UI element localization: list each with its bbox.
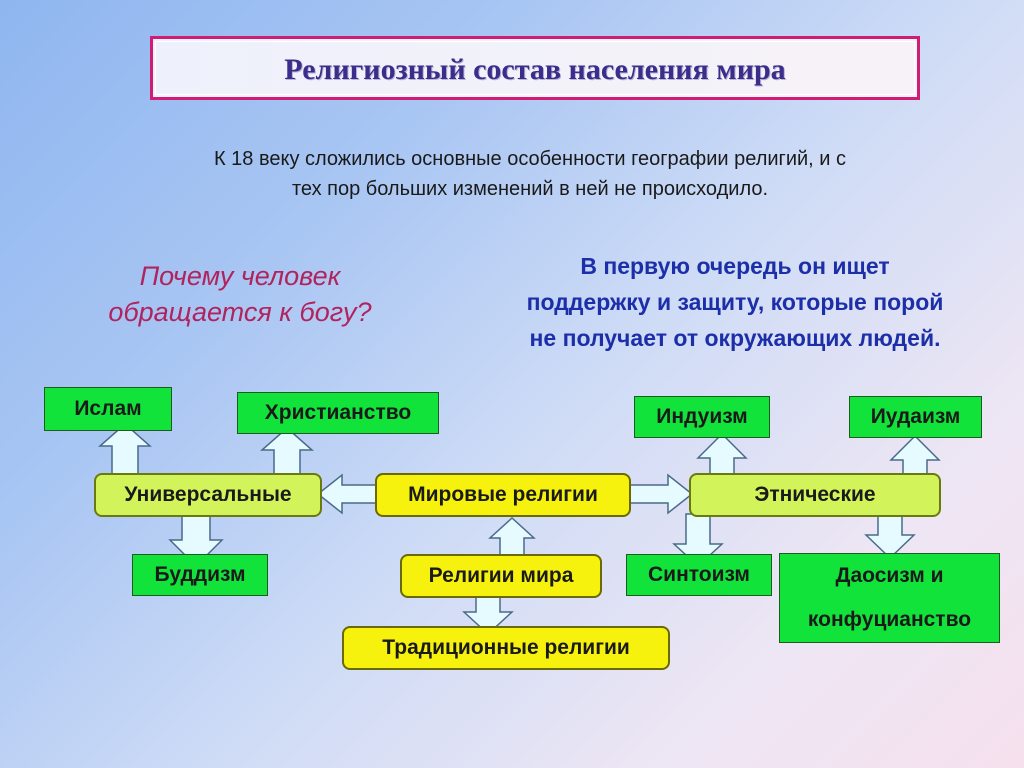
node-universal	[94, 473, 322, 517]
node-world-religions-label: Мировые религии	[408, 483, 598, 506]
node-islam	[44, 387, 172, 431]
node-hinduism	[634, 396, 770, 438]
node-shinto	[626, 554, 772, 596]
arrow-to-hinduism	[698, 434, 746, 475]
node-judaism-label: Иудаизм	[870, 405, 961, 428]
arrow-to-ethnic	[630, 475, 692, 513]
intro-line-2: тех пор больших изменений в ней не происходило.	[291, 178, 769, 200]
node-christianity-label: Христианство	[264, 401, 412, 424]
arrow-to-christianity	[262, 428, 312, 475]
node-taoism-label-1: Даосизм и	[835, 564, 944, 587]
node-taoism-label-2: конфуцианство	[807, 608, 972, 631]
node-judaism	[849, 396, 982, 438]
node-buddhism-label: Буддизм	[154, 563, 246, 586]
page-title: Религиозный состав населения мира	[284, 53, 786, 86]
node-ethnic	[689, 473, 941, 517]
node-traditional-label: Традиционные религии	[382, 636, 630, 659]
arrow-to-world-religions	[490, 518, 534, 557]
node-religions-of-world	[400, 554, 602, 598]
arrow-to-judaism	[891, 436, 939, 475]
node-hinduism-label: Индуизм	[656, 405, 748, 428]
node-religions-of-world-label: Религии мира	[428, 564, 574, 587]
node-traditional	[342, 626, 670, 670]
answer-line-1: В первую очередь он ищет	[580, 253, 890, 279]
question-line-2: обращается к богу?	[108, 297, 372, 327]
answer-line-2: поддержку и защиту, которые порой	[526, 289, 944, 315]
node-ethnic-label: Этнические	[754, 483, 876, 506]
node-world-religions	[375, 473, 631, 517]
node-islam-label: Ислам	[74, 397, 142, 420]
arrow-to-islam	[100, 424, 150, 475]
intro-line-1: К 18 веку сложились основные особенности географии религий, и с	[213, 148, 847, 170]
node-shinto-label: Синтоизм	[648, 563, 750, 586]
node-taoism	[779, 553, 1000, 643]
question-line-1: Почему человек	[139, 261, 341, 291]
arrow-to-universal	[318, 475, 380, 513]
node-universal-label: Универсальные	[124, 483, 292, 506]
node-christianity	[237, 392, 439, 434]
answer-line-3: не получает от окружающих людей.	[529, 325, 941, 351]
node-buddhism	[132, 554, 268, 596]
